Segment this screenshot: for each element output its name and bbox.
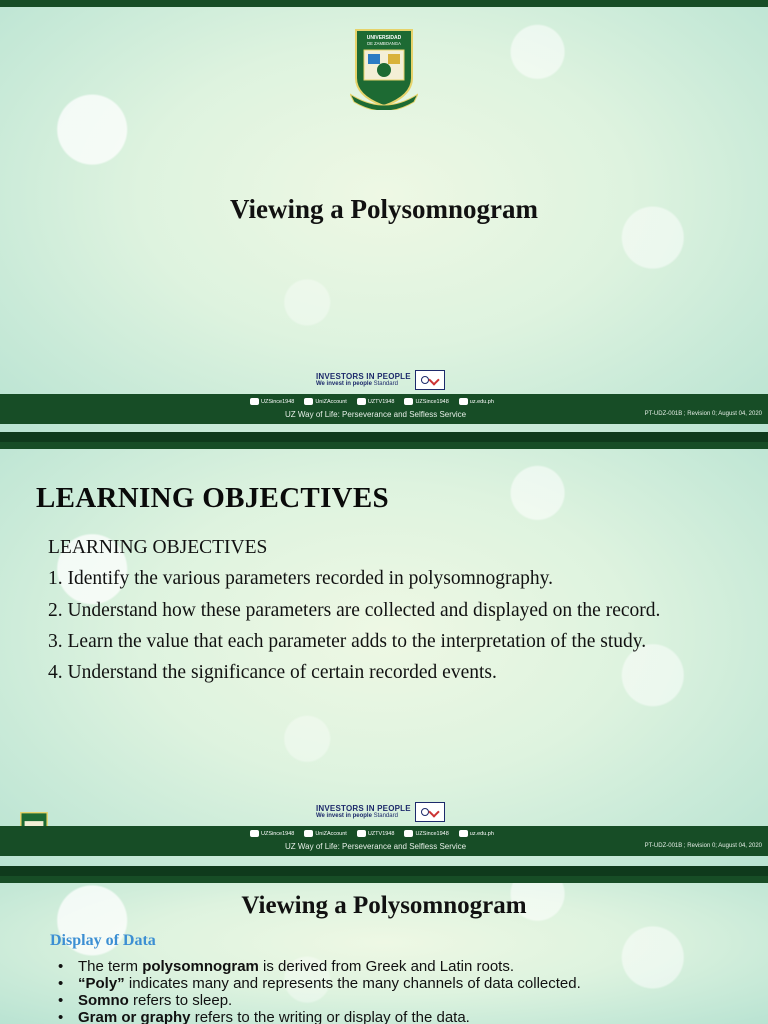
instagram-icon (404, 398, 413, 405)
slide-footer (0, 826, 768, 856)
list-item: • Gram or graphy refers to the writing or display of the data. (58, 1009, 581, 1024)
investors-title: INVESTORS IN PEOPLE (316, 371, 411, 381)
investors-in-people-badge (316, 370, 445, 390)
slide-title-text: Viewing a Polysomnogram (241, 892, 527, 919)
youtube-link[interactable]: UZTV1948 (357, 398, 395, 405)
objectives-line: 1. Identify the various parameters recorded in polysomnography. (48, 568, 554, 590)
twitter-icon (304, 830, 313, 837)
bullet-list (58, 958, 581, 1024)
twitter-icon (304, 398, 313, 405)
footer-tagline: UZ Way of Life: Perseverance and Selfless Service (285, 410, 467, 419)
objectives-list (48, 535, 728, 692)
logo-text-1: UNIVERSIDAD (366, 35, 402, 41)
facebook-icon (250, 398, 259, 405)
top-bar (0, 442, 768, 449)
slide-title (0, 0, 768, 432)
facebook-icon (250, 830, 259, 837)
social-links (250, 398, 494, 405)
youtube-link[interactable]: UZTV1948 (357, 830, 395, 837)
facebook-link[interactable]: UZSince1948 (250, 398, 294, 405)
certification-icon (415, 802, 445, 822)
top-bar (0, 876, 768, 883)
instagram-icon (404, 830, 413, 837)
university-logo (350, 28, 418, 110)
twitter-link[interactable]: UniZAccount (304, 398, 347, 405)
objectives-line: 2. Understand how these parameters are collected and displayed on the record. (48, 599, 661, 621)
document-reference: PT-UDZ-001B ; Revision 0; August 04, 2020 (644, 411, 762, 417)
logo-text-2: DE ZAMBOANGA (367, 41, 401, 46)
list-item: • Somno refers to sleep. (58, 992, 581, 1009)
website-link[interactable]: uz.edu.ph (459, 398, 494, 405)
objectives-line: LEARNING OBJECTIVES (48, 537, 268, 558)
investors-subtitle: We invest in people Standard (316, 813, 398, 820)
investors-in-people-badge (316, 802, 445, 822)
twitter-link[interactable]: UniZAccount (304, 830, 347, 837)
list-item: • The term polysomnogram is derived from Greek and Latin roots. (58, 958, 581, 975)
facebook-link[interactable]: UZSince1948 (250, 830, 294, 837)
objectives-line: 3. Learn the value that each parameter adds to the interpretation of the study. (48, 631, 647, 653)
investors-title: INVESTORS IN PEOPLE (316, 803, 411, 813)
certification-icon (415, 370, 445, 390)
youtube-icon (357, 830, 366, 837)
social-links (250, 830, 494, 837)
slide-title-text: Viewing a Polysomnogram (230, 194, 538, 224)
slide-footer (0, 394, 768, 424)
objectives-line: 4. Understand the significance of certain recorded events. (48, 662, 497, 684)
instagram-link[interactable]: UZSince1948 (404, 830, 448, 837)
slide-heading: LEARNING OBJECTIVES (36, 482, 389, 514)
footer-tagline: UZ Way of Life: Perseverance and Selfless Service (285, 842, 467, 851)
globe-icon (459, 830, 468, 837)
list-item: • “Poly” indicates many and represents the many channels of data collected. (58, 975, 581, 992)
slide-objectives (0, 442, 768, 866)
globe-icon (459, 398, 468, 405)
top-bar (0, 0, 768, 7)
youtube-icon (357, 398, 366, 405)
investors-subtitle: We invest in people Standard (316, 381, 398, 388)
website-link[interactable]: uz.edu.ph (459, 830, 494, 837)
slide-display-of-data (0, 876, 768, 1024)
document-reference: PT-UDZ-001B ; Revision 0; August 04, 2020 (644, 843, 762, 849)
instagram-link[interactable]: UZSince1948 (404, 398, 448, 405)
section-subheading: Display of Data (50, 932, 156, 949)
